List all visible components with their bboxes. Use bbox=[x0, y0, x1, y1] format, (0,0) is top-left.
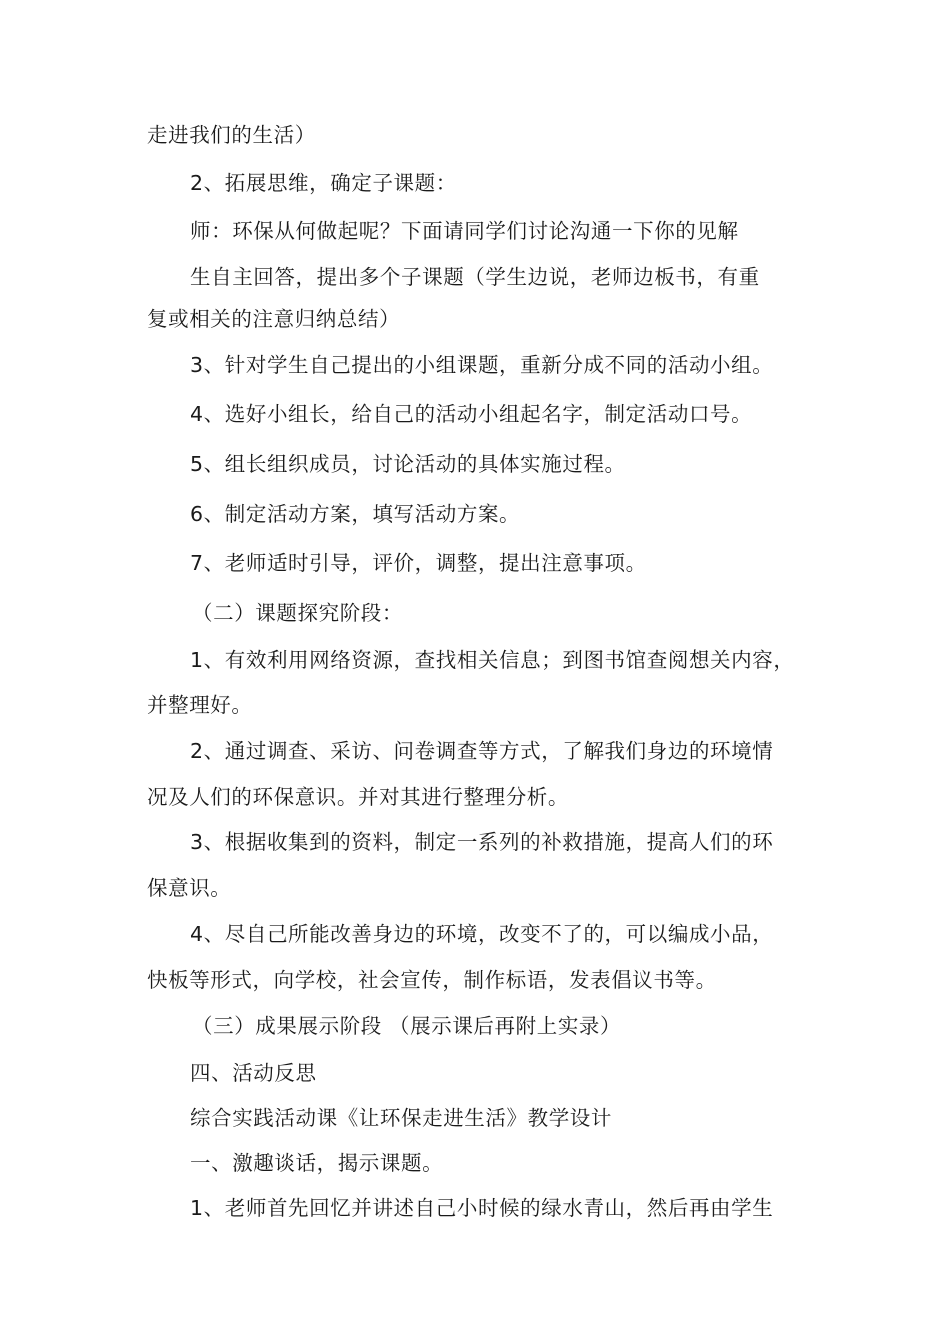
text-line: 快板等形式，向学校，社会宣传，制作标语，发表倡议书等。 bbox=[147, 968, 717, 992]
text-line: 2、通过调查、采访、问卷调查等方式，了解我们身边的环境情 bbox=[190, 739, 774, 763]
section-heading: （二）课题探究阶段： bbox=[192, 601, 403, 625]
text-line: 4、选好小组长，给自己的活动小组起名字，制定活动口号。 bbox=[190, 402, 753, 426]
text-line: 5、组长组织成员，讨论活动的具体实施过程。 bbox=[190, 452, 626, 476]
text-line: 6、制定活动方案，填写活动方案。 bbox=[190, 502, 521, 526]
text-line: 4、尽自己所能改善身边的环境，改变不了的，可以编成小品， bbox=[190, 922, 774, 946]
section-heading: 一、激趣谈话，揭示课题。 bbox=[190, 1151, 444, 1175]
text-line: 复或相关的注意归纳总结） bbox=[147, 307, 401, 331]
text-line: 生自主回答，提出多个子课题（学生边说，老师边板书，有重 bbox=[190, 265, 760, 289]
text-line: 师：环保从何做起呢？下面请同学们讨论沟通一下你的见解 bbox=[190, 219, 739, 243]
text-line: 保意识。 bbox=[147, 876, 232, 900]
text-line: 7、老师适时引导，评价，调整，提出注意事项。 bbox=[190, 551, 647, 575]
text-line: 1、老师首先回忆并讲述自己小时候的绿水青山，然后再由学生 bbox=[190, 1196, 774, 1220]
section-heading: （三）成果展示阶段 （展示课后再附上实录） bbox=[192, 1014, 622, 1038]
document-title: 综合实践活动课《让环保走进生活》教学设计 bbox=[190, 1106, 612, 1130]
text-line: 并整理好。 bbox=[147, 693, 253, 717]
text-line: 走进我们的生活） bbox=[147, 123, 316, 147]
text-line: 1、有效利用网络资源，查找相关信息；到图书馆查阅想关内容， bbox=[190, 648, 795, 672]
text-line: 况及人们的环保意识。并对其进行整理分析。 bbox=[147, 785, 569, 809]
text-line: 3、针对学生自己提出的小组课题，重新分成不同的活动小组。 bbox=[190, 353, 774, 377]
text-line: 2、拓展思维，确定子课题： bbox=[190, 171, 457, 195]
section-heading: 四、活动反思 bbox=[190, 1061, 317, 1085]
text-line: 3、根据收集到的资料，制定一系列的补救措施，提高人们的环 bbox=[190, 830, 774, 854]
